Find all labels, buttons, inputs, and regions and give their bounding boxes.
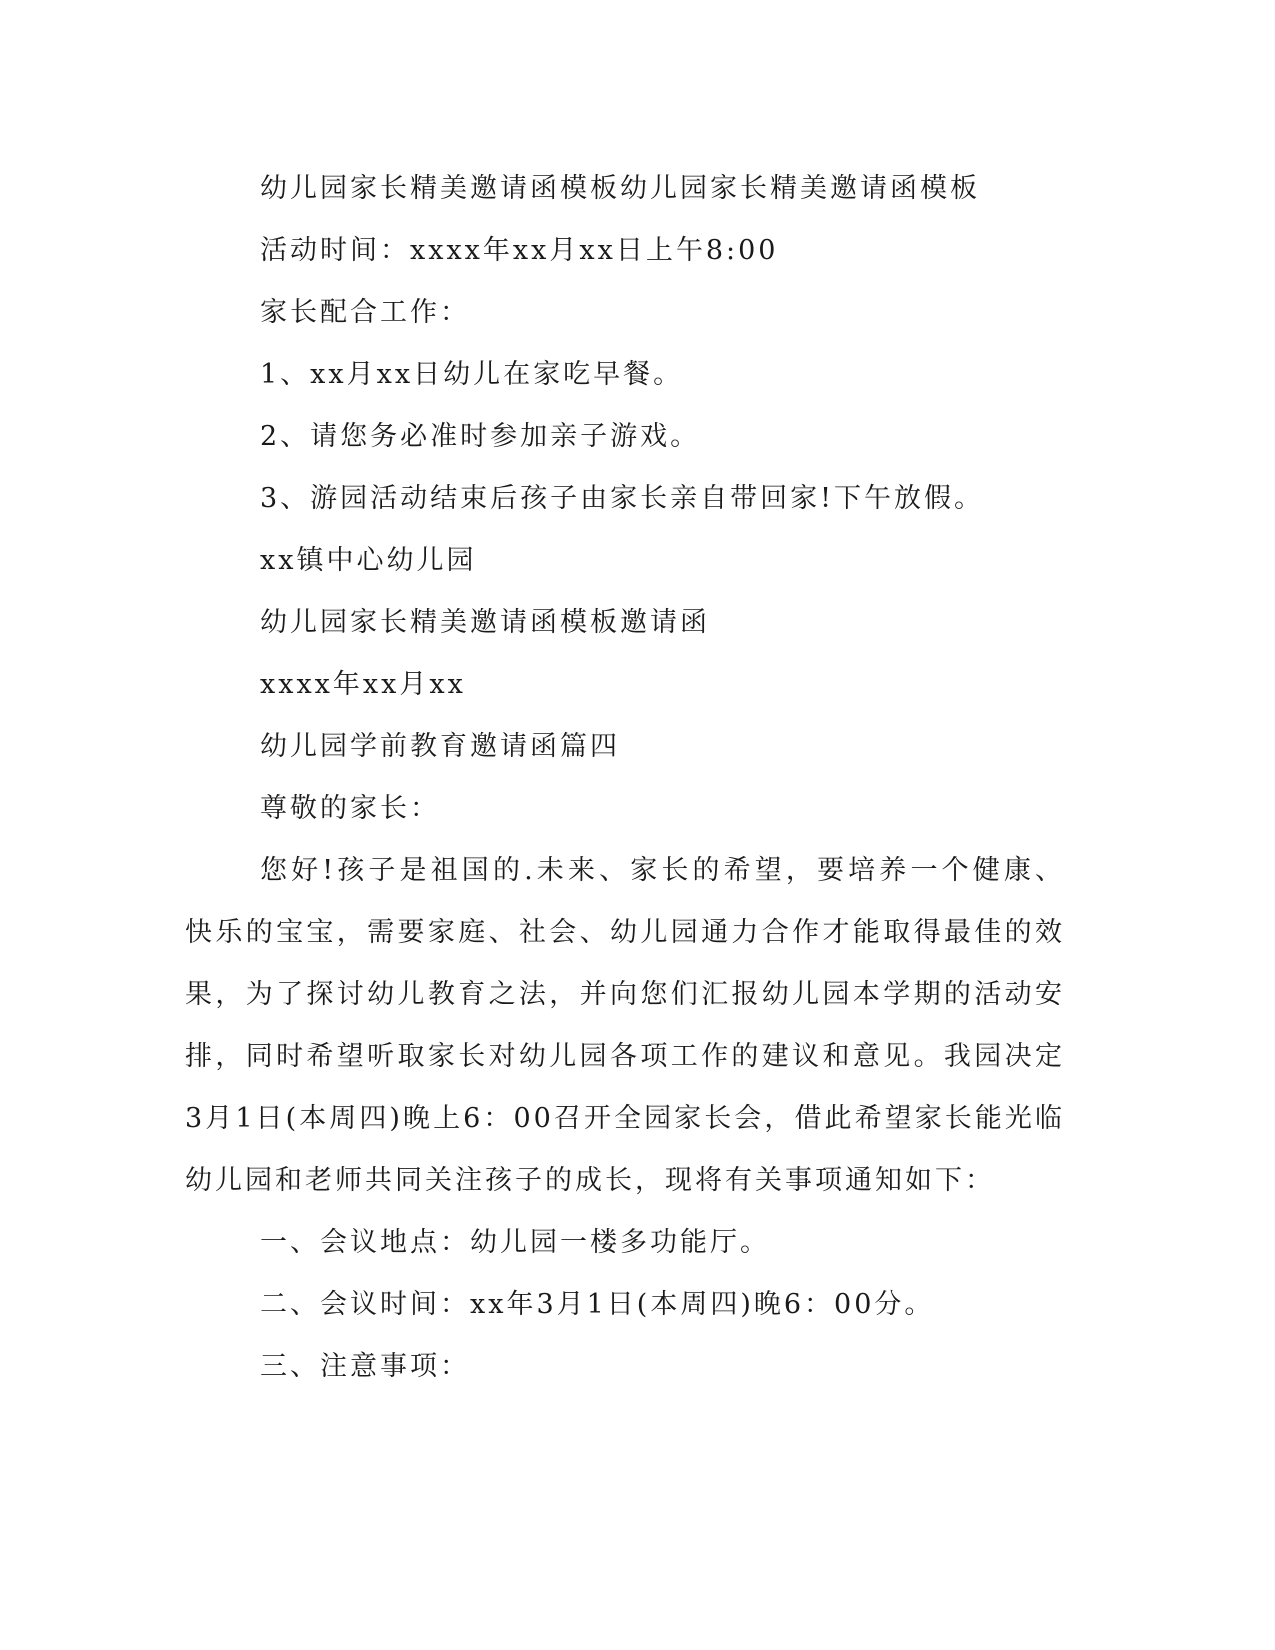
- date-line: xxxx年xx月xx: [260, 669, 466, 700]
- activity-time: 活动时间：xxxx年xx月xx日上午8:00: [260, 235, 779, 266]
- parent-cooperation-heading: 家长配合工作：: [260, 297, 470, 328]
- notes-heading: 三、注意事项：: [260, 1351, 470, 1382]
- document-body: [185, 158, 1065, 1398]
- salutation: 尊敬的家长：: [260, 793, 440, 824]
- cooperation-item-1: 1、xx月xx日幼儿在家吃早餐。: [260, 359, 684, 390]
- doc-title: 幼儿园家长精美邀请函模板幼儿园家长精美邀请函模板: [260, 173, 980, 204]
- invitation-paragraph: 您好!孩子是祖国的.未来、家长的希望，要培养一个健康、快乐的宝宝，需要家庭、社会、幼儿园通力合作才能取得最佳的效果，为了探讨幼儿教育之法，并向您们汇报幼儿园本学期的活动安排，同时希望听取家长对幼儿园各项工作的建议和意见。我园决定3月1日(本周四)晚上6：00召开全园家长会，借此希望家长能光临幼儿园和老师共同关注孩子的成长，现将有关事项通知如下：: [185, 855, 1065, 1196]
- cooperation-item-2: 2、请您务必准时参加亲子游戏。: [260, 421, 701, 452]
- invitation-subtitle: 幼儿园家长精美邀请函模板邀请函: [260, 607, 710, 638]
- cooperation-item-3: 3、游园活动结束后孩子由家长亲自带回家!下午放假。: [260, 483, 985, 514]
- section-title-part-four: 幼儿园学前教育邀请函篇四: [260, 731, 620, 762]
- meeting-location: 一、会议地点：幼儿园一楼多功能厅。: [260, 1227, 770, 1258]
- kindergarten-name: xx镇中心幼儿园: [260, 545, 477, 576]
- meeting-time: 二、会议时间：xx年3月1日(本周四)晚6：00分。: [260, 1289, 935, 1320]
